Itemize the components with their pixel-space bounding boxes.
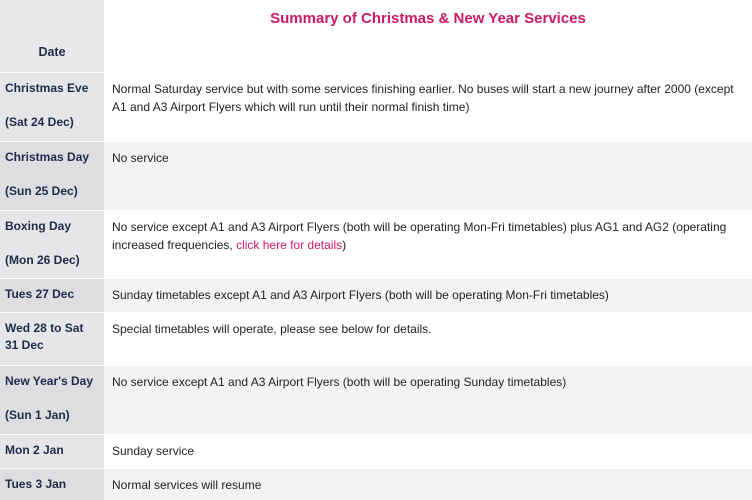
date-cell: [0, 279, 104, 313]
table-row: [0, 435, 752, 469]
table-row: [0, 366, 752, 435]
service-description: Sunday service: [104, 435, 752, 469]
description-text-end: ): [342, 238, 347, 252]
details-link[interactable]: click here for details: [236, 238, 343, 252]
day-label: New Year's Day: [5, 374, 94, 388]
table-row: [0, 279, 752, 313]
date-label: (Mon 26 Dec): [5, 253, 80, 267]
date-label: (Sun 1 Jan): [5, 408, 70, 422]
table-row: [0, 73, 752, 142]
date-cell: [0, 366, 104, 435]
day-label: Mon 2 Jan: [5, 443, 64, 457]
date-cell: [0, 313, 104, 366]
day-label: Tues 27 Dec: [5, 287, 75, 301]
service-description: Special timetables will operate, please see below for details.: [104, 313, 752, 366]
date-cell: [0, 73, 104, 142]
table-header-row: [0, 0, 752, 73]
date-label: (Sat 24 Dec): [5, 115, 74, 129]
date-cell: [0, 211, 104, 279]
day-label: Boxing Day: [5, 219, 72, 233]
day-label: Christmas Eve: [5, 81, 89, 95]
date-header-cell: [0, 0, 104, 73]
date-label: (Sun 25 Dec): [5, 184, 78, 198]
day-label: Wed 28 to Sat 31 Dec: [5, 321, 84, 352]
day-label: Christmas Day: [5, 150, 90, 164]
service-description: Normal services will resume: [104, 469, 752, 500]
table-row: [0, 469, 752, 500]
table-row: [0, 313, 752, 366]
date-header: Date: [38, 45, 66, 59]
service-description: [104, 211, 752, 279]
table-title: Summary of Christmas & New Year Services: [104, 0, 752, 73]
table-row: [0, 211, 752, 279]
date-cell: [0, 469, 104, 500]
date-cell: [0, 142, 104, 211]
service-description: No service: [104, 142, 752, 211]
date-cell: [0, 435, 104, 469]
service-description: Sunday timetables except A1 and A3 Airport Flyers (both will be operating Mon-Fri timetables): [104, 279, 752, 313]
service-description: No service except A1 and A3 Airport Flyers (both will be operating Sunday timetables): [104, 366, 752, 435]
day-label: Tues 3 Jan: [5, 477, 67, 491]
table-row: [0, 142, 752, 211]
description-text: No service except A1 and A3 Airport Flyers (both will be operating Mon-Fri timetables) plus AG1 and AG2 (operating increased frequencies,: [112, 220, 727, 252]
service-description: Normal Saturday service but with some services finishing earlier. No buses will start a new journey after 2000 (except A1 and A3 Airport Flyers which will run until their normal finish time): [104, 73, 752, 142]
